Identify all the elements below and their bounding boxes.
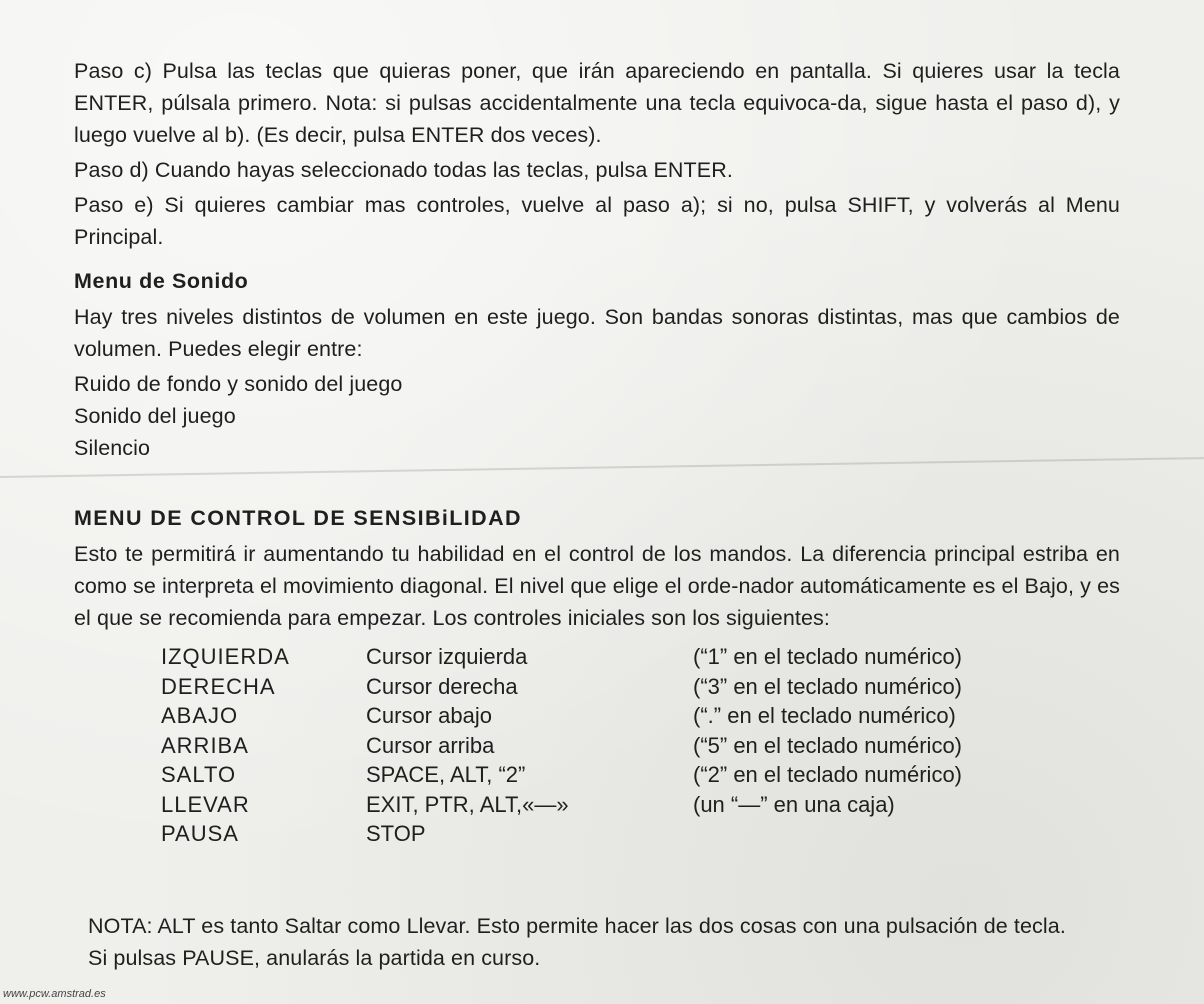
site-watermark: www.pcw.amstrad.es [3,988,106,1000]
sensitivity-menu-heading: MENU DE CONTROL DE SENSIBiLIDAD [74,506,522,530]
table-row [161,760,962,790]
sound-menu-heading: Menu de Sonido [74,269,249,293]
controls-table [161,642,962,849]
control-action: ABAJO [161,703,239,728]
control-action: IZQUIERDA [161,644,290,669]
control-action: SALTO [161,762,237,787]
note-block [88,910,1088,974]
control-keypad: (“3” en el teclado numérico) [693,673,963,699]
sound-menu-intro: Hay tres niveles distintos de volumen en este juego. Son bandas sonoras distintas, mas que cambios de volumen. Puedes elegir entre: [74,305,1120,361]
control-keys: Cursor derecha [366,673,518,699]
paragraph-step-e: Paso e) Si quieres cambiar mas controles, vuelve al paso a); si no, pulsa SHIFT, y volverás al Menu Principal. [74,193,1120,249]
table-row [161,790,962,820]
table-row [161,642,962,672]
table-row [161,731,962,761]
control-action: PAUSA [161,821,239,846]
control-keys: STOP [366,821,426,846]
sound-option: Ruido de fondo y sonido del juego [74,372,403,396]
control-keys: Cursor abajo [366,703,492,728]
control-keypad: (un “—” en una caja) [693,791,895,817]
control-action: ARRIBA [161,732,249,758]
sensitivity-menu-intro: Esto te permitirá ir aumentando tu habilidad en el control de los mandos. La diferencia principal estriba en como se interpreta el movimiento diagonal. El nivel que elige el orde-nador automáticamente es el Bajo, y es el que se recomienda para empezar. Los controles iniciales son los siguientes: [74,542,1120,630]
sound-options-list [74,368,1120,464]
note-text: NOTA: ALT es tanto Saltar como Llevar. Esto permite hacer las dos cosas con una pulsación de tecla. Si pulsas PAUSE, anularás la partida en curso. [88,914,1066,970]
control-keys: Cursor izquierda [366,644,528,669]
control-keys: Cursor arriba [366,732,495,758]
control-keypad: (“.” en el teclado numérico) [693,703,956,728]
control-keys: SPACE, ALT, “2” [366,762,526,787]
control-action: LLEVAR [161,791,250,817]
manual-content [74,55,1120,849]
paragraph-step-d: Paso d) Cuando hayas seleccionado todas las teclas, pulsa ENTER. [74,158,733,182]
control-keys: EXIT, PTR, ALT,«—» [366,791,569,817]
table-row [161,701,962,731]
paragraph-step-c: Paso c) Pulsa las teclas que quieras poner, que irán apareciendo en pantalla. Si quieres usar la tecla ENTER, púlsala primero. Nota: si pulsas accidentalmente una tecla equivoca-da, sigue hasta el paso d), y luego vuelve al b). (Es decir, pulsa ENTER dos veces). [74,59,1120,147]
sound-option: Sonido del juego [74,404,236,428]
table-row [161,819,962,849]
control-keypad: (“1” en el teclado numérico) [693,644,963,669]
control-keypad [693,819,962,849]
control-keypad: (“2” en el teclado numérico) [693,762,963,787]
table-row [161,672,962,702]
sound-option: Silencio [74,436,151,460]
control-action: DERECHA [161,673,276,699]
control-keypad: (“5” en el teclado numérico) [693,732,963,758]
